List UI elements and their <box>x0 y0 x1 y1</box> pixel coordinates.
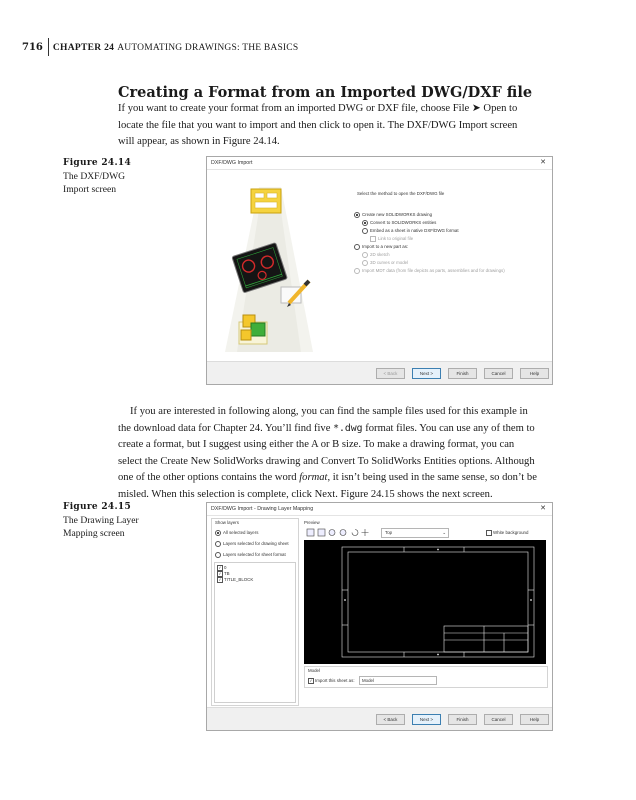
layer-name: TITLE_BLOCK <box>224 577 254 582</box>
next-button[interactable]: Next > <box>412 714 441 725</box>
caption-line: The DXF/DWG <box>63 171 126 182</box>
drawing-preview[interactable] <box>304 540 546 664</box>
section-title: Creating a Format from an Imported DWG/DXF file <box>118 84 533 101</box>
create-drawing-label: Create new SOLIDWORKS drawing <box>362 212 433 217</box>
body-line-3: create a format, but I suggest using either the A or B size. To make a drawing format, you can <box>118 439 515 450</box>
sheet-layers-label: Layers selected for drawing sheet <box>223 541 289 546</box>
file-extension-code: *.dwg <box>333 422 363 434</box>
layer-list <box>214 562 296 703</box>
help-button[interactable]: Help <box>520 368 549 379</box>
layer-checkbox[interactable]: ✓ <box>218 565 222 570</box>
curves-3d-label: 3D curves or model <box>370 260 409 265</box>
dxf-dwg-import-dialog <box>206 156 553 385</box>
body-line-5b: , it isn’t being used in the same sense, so don’t be <box>327 472 537 483</box>
zoom-area-icon <box>318 529 325 536</box>
running-header <box>22 38 298 56</box>
cancel-button[interactable]: Cancel <box>484 368 513 379</box>
link-original-checkbox[interactable] <box>370 236 376 242</box>
body-paragraph <box>118 404 580 503</box>
dialog-titlebar <box>207 157 552 170</box>
format-layers-radio[interactable] <box>215 552 221 558</box>
zoom-fit-icon <box>307 529 314 536</box>
next-button[interactable]: Next > <box>412 368 441 379</box>
page-number: 716 <box>22 42 43 53</box>
drawing-sheet-icon <box>251 189 281 213</box>
intro-line-2: locate the file that you want to import and then click to open it. The DXF/DWG Import screen <box>118 119 518 131</box>
method-prompt: Select the method to open the DXF/DWG file <box>357 191 445 196</box>
figure-caption-24-15 <box>63 500 173 540</box>
preview-title: Preview <box>304 520 320 525</box>
import-mdt-radio[interactable] <box>354 268 360 274</box>
layer-mapping-dialog <box>206 502 553 731</box>
close-icon[interactable]: ✕ <box>540 505 546 512</box>
import-sheet-label: Import this sheet as: <box>315 678 355 683</box>
dialog-titlebar <box>207 503 552 516</box>
white-background-checkbox[interactable] <box>486 530 492 536</box>
layer-checkbox[interactable]: ✓ <box>218 577 222 582</box>
create-drawing-radio[interactable] <box>354 212 360 218</box>
embed-sheet-label: Embed as a sheet in native DXF/DWG format <box>370 228 459 233</box>
figure-label: Figure 24.14 <box>63 158 132 168</box>
header-divider <box>48 38 49 56</box>
view-select[interactable] <box>381 528 449 538</box>
back-button[interactable]: < Back <box>376 368 405 379</box>
show-layers-group <box>211 518 299 706</box>
dialog-footer <box>207 361 552 384</box>
body-line-2b: format files. You can use any of them to <box>362 422 535 434</box>
import-as-field[interactable] <box>359 676 437 685</box>
model-group <box>304 666 548 688</box>
intro-line-3: will appear, as shown in Figure 24.14. <box>118 136 280 147</box>
cancel-button[interactable]: Cancel <box>484 714 513 725</box>
dialog-title: DXF/DWG Import <box>211 160 253 166</box>
all-layers-label: All selected layers <box>223 530 259 535</box>
zoom-out-icon <box>340 530 346 536</box>
all-layers-radio[interactable] <box>215 530 221 536</box>
caption-line: The Drawing Layer <box>63 515 139 526</box>
import-sheet-checkbox[interactable]: ✓ <box>309 678 313 683</box>
figure-label: Figure 24.15 <box>63 502 132 512</box>
body-line-4: select the Create New SolidWorks drawing and Convert To SolidWorks Entities options. Although <box>118 455 535 467</box>
caption-line: Mapping screen <box>63 528 125 539</box>
view-select-value: Top <box>385 530 393 535</box>
chapter-label: CHAPTER 24 <box>52 43 115 53</box>
body-line-1: If you are interested in following along, you can find the sample files used for this example in <box>130 406 528 417</box>
layer-checkbox[interactable]: ✓ <box>218 571 222 576</box>
sketch-2d-radio[interactable] <box>362 252 368 258</box>
chapter-title: AUTOMATING DRAWINGS: THE BASICS <box>117 43 299 53</box>
back-button[interactable]: < Back <box>376 714 405 725</box>
zoom-in-icon <box>329 530 335 536</box>
link-original-label: Link to original file <box>378 236 414 241</box>
layer-name: 0 <box>224 565 227 570</box>
layer-name: TB <box>224 571 230 576</box>
convert-entities-radio[interactable] <box>362 220 368 226</box>
figure-caption-24-14 <box>63 156 173 196</box>
import-mdt-label: Import MDT data (from file depicts as parts, assemblies and for drawings) <box>362 268 505 273</box>
import-part-label: Import to a new part as: <box>362 244 409 249</box>
body-line-5a: one of the other options contains the word <box>118 472 300 483</box>
curves-3d-radio[interactable] <box>362 260 368 266</box>
dialog-footer <box>207 707 552 730</box>
dialog-title: DXF/DWG Import - Drawing Layer Mapping <box>211 506 314 512</box>
show-layers-title: Show layers <box>215 520 239 525</box>
embed-sheet-radio[interactable] <box>362 228 368 234</box>
help-button[interactable]: Help <box>520 714 549 725</box>
convert-entities-label: Convert to SOLIDWORKS entities <box>370 220 437 225</box>
sheet-layers-radio[interactable] <box>215 541 221 547</box>
format-layers-label: Layers selected for sheet format <box>223 552 286 557</box>
finish-button[interactable]: Finish <box>448 368 477 379</box>
sketch-2d-label: 2D sketch <box>370 252 390 257</box>
caption-line: Import screen <box>63 184 117 195</box>
white-background-label: White background <box>493 530 529 535</box>
chevron-down-icon: ⌄ <box>442 530 446 535</box>
import-as-value: Model <box>362 678 374 683</box>
rotate-icon <box>352 530 358 536</box>
intro-line-1: If you want to create your format from an imported DWG or DXF file, choose File ➤ Open to <box>118 103 518 114</box>
finish-button[interactable]: Finish <box>448 714 477 725</box>
body-line-6: misled. When this selection is complete, click Next. Figure 24.15 shows the next screen. <box>118 488 493 500</box>
model-group-title: Model <box>308 668 320 673</box>
close-icon[interactable]: ✕ <box>540 159 546 166</box>
import-illustration <box>217 177 327 357</box>
preview-toolbar <box>304 528 379 537</box>
pan-icon <box>362 529 369 536</box>
intro-paragraph <box>118 101 574 151</box>
import-part-radio[interactable] <box>354 244 360 250</box>
body-line-2a: the download data for Chapter 24. You’ll find five <box>118 422 334 434</box>
format-emphasis: format <box>299 472 328 483</box>
